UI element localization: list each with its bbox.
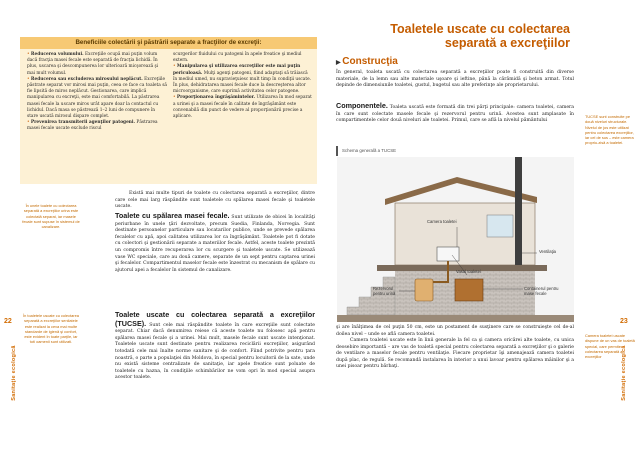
section-1-text: Sunt utilizate de obicei în localităţi periurbane în unele ţări dezvoltate, precum Suedia, Finlanda, Norvegia. Sunt destinate persoanelor particulare sau locatarilor publice, unde se prevede spălarea fecalelor cu apă, apoi calitatea utilizarea lor ca îngrăşământ. Toaletele pot fi dotate cu colectori şi gestionării separate a materiilor fecale. Astfel, aceste toalete prezintă un compromis între recuperarea lor cu scurgere şi toaletele uscate. Se utilizează vase WC speciale, care au două camere, separate de un sept pentru captarea urinei şi fecalelor. Compartimentul maselor fecale este înzestrat cu mecanism de spălare cu ajutorul apei a fecalelor în sistemul de canalizare.	[115, 215, 316, 273]
running-title-right: Sanitaţie ecologică	[621, 345, 627, 401]
left-intro: Există mai multe tipuri de toalete cu colectarea separată a excreţiilor, dintre care cele mai larg răspândite sunt toaletele cu spălarea masei fecale şi toaletele uscate.	[115, 191, 315, 210]
toilet-bowl	[437, 247, 459, 261]
ventilation-pipe	[515, 157, 522, 277]
running-title-left: Sanitaţie ecologică	[11, 345, 17, 401]
left-side-note-2: În toaletele uscate cu colectarea separată a excreţiilor senilatele este realizat la ceva mai multe standarde de igienă şi confort, este evident în toate parţile, iar toti oamenii sunt utilizati.	[23, 313, 79, 345]
label-vasul-toaletei: Vasul toaletei	[456, 269, 481, 274]
benefit-item: • Reducerea volumului. Excreţiile ocupă mai puţin volum dacă fracţia masei fecale este separată de fracţia lichidă. În plus, uscarea şi descompunerea lor ulterioară micşorează şi mai mult volumul.	[27, 52, 159, 76]
right-para-1: În general, toaleta uscată cu colectarea separată a excreţiilor poate fi construită din diverse materiale, de la lemn sau alte materiale uşoare şi ieftine, până la cărămidă şi beton armat. Totul depinde de dimensiunile toaletei, gustul, bugetul sau alte preferinţe ale proprietarului.	[336, 70, 574, 89]
benefit-item: • Reducerea sau excluderea mirosului neplăcut. Excreţiile păstrate separat vor mirosi mai puţin, ceea ce face ca toaleta să fie lipsită de miros neplăcut. Gestionarea, care implică manipularea cu excreţii, este mai comfortabilă. La păstrarea masei fecale la uscare miros urât apare doar la contactul cu lichidul. Dacă masa se păstrează 1–2 luni de compunere în stare uscată mirosul dispare complet.	[27, 76, 167, 120]
benefit-item: scurgerilor fluidului cu patogeni în apele freatice şi mediul extern.	[173, 52, 302, 64]
left-side-note-1: În unele toalete cu colectarea separată a excreţiilor urina este colectată separat, iar masele fecale sunt supuse în sistemul de canalizare.	[22, 203, 80, 230]
benefit-item: • Manipularea şi utilizarea excreţiilor este mai puţin periculoasă. Mulţi agenţi patogeni, fiind adaptaţi să trăiască în mediul umed, nu supravieţuiesc mult timp în condiţii uscate. În plus, dehidratarea masei fecale duce la descreşterea altor microorganisme, care suprimă activitatea celor patogene.	[173, 64, 312, 95]
triangle-bullet-icon: ▶	[336, 60, 343, 66]
right-side-note-2: Camera toaletei uscate dispune de un vas de toaletă special, care permite colectarea separată a excreţiilor	[585, 333, 635, 360]
benefit-item: • Prevenirea transmiterii agenţilor patogeni. Păstrarea masei fecale uscate exclude riscul	[27, 120, 158, 132]
components-title: Componentele.	[336, 101, 388, 110]
benefit-item: • Proporţionarea îngrăşămintelor. Utilizarea în mod separat a urinei şi a masei fecale în calitate de îngrăşământ este convenabilă din punct de vedere al proporţionării precise a aplicare.	[173, 95, 312, 120]
label-rezervor-urina: Rezervorul pentru urină	[373, 286, 396, 296]
label-camera-toaletei: Camera toaletei	[427, 219, 457, 224]
page-number-left: 22	[4, 318, 12, 325]
urine-tank	[415, 279, 433, 301]
section-title-constructia	[336, 56, 398, 67]
components-text: Toaleta uscată este formată din trei părţi principale: camera toaletei, camera în care sunt colectate masele fecale şi rezervorul pentru urină. Acestea sunt amplasate în compartimentele celor două niveluri ale toaletei. Primul, care se află la nivelul pământului	[336, 105, 574, 124]
feces-container	[455, 279, 483, 301]
benefits-column-1	[27, 52, 167, 133]
section-title-text: Construcţia	[342, 56, 398, 67]
chapter-title-line-2: separată a excreţiilor	[444, 36, 570, 50]
right-para-3: Camera toaletei uscate este în linii generale la fel ca şi camera oricărei alte toalete, cu unica deosebire importantă – are vas de toaletă special pentru colectarea separată a excreţiilor şi o galerie de ventilare a maselor fecale pentru ventilaţie. Fiecare proprietar îşi amenajează camera toaletei după plac, de regulă. Se recomandă instalarea în interior a unui lavoar pentru spălarea mâinilor şi a unei pisoar pentru bărbaţi.	[336, 338, 574, 370]
section-1-title: Toalete cu spălarea masei fecale.	[115, 211, 230, 220]
diagram-title: Schema generală a TUCSE	[342, 148, 397, 153]
section-2-title: Toalete uscate cu colectarea separată a excreţiilor (TUCSE).	[115, 310, 315, 328]
benefits-box-title: Beneficiile colectării şi păstrării separate a fracţiilor de excreţii:	[20, 37, 317, 49]
upper-room	[395, 203, 535, 265]
ground	[337, 315, 574, 322]
chapter-title	[328, 22, 570, 50]
benefits-column-2	[173, 52, 313, 120]
right-side-note-1: TUCSE sunt construite pe două niveluri structurale. Nivelul de jos este utilizat pentru colectarea excreţiilor, iar cel de sus – este camera propriu-zisă a toaletei.	[585, 114, 634, 146]
label-ventilatia: Ventilaţia	[539, 249, 556, 254]
diagram-marker	[336, 146, 338, 156]
left-section-1	[115, 213, 315, 274]
left-section-2	[115, 312, 315, 382]
tucse-diagram	[337, 157, 574, 322]
chapter-title-line-1: Toaletele uscate cu colectarea	[390, 22, 570, 36]
section-2-text: Sunt cele mai răspândite toalete în care excreţiile sunt colectate separat. Chiar dacă denumirea reiese că aceste toalete nu folosesc apă pentru spălarea masei fecale şi a urinei. Mai mult, masele fecale sunt uscate intenţionat. Toaletele uscate sunt destinate pentru realizarea reciclării excreţiilor, asigurând totodată cele mai înalte norme sanitare şi de confort. Fiind potrivite pentru ţara noastră, o parte a populaţiei din Moldova, în special pentru locuitorii de la sate, unde nu există sisteme centralizate de sanitaţie, iar apele freatice sunt poluate de toaletele cu hazna, în condiţiile schimbărilor ne vom opri în mod special asupra acestor toalete.	[115, 322, 315, 381]
label-container-mase-fecale: Containerul pentru mase fecale	[524, 286, 559, 296]
right-para-2: şi are înălţimea de cel puţin 50 cm, este un postament de susţinere care se construieşte cel de-al doilea nivel – unde se află camera toaletei.	[336, 325, 574, 337]
components-paragraph	[336, 103, 574, 125]
page-number-right: 23	[620, 318, 628, 325]
window	[487, 215, 513, 237]
